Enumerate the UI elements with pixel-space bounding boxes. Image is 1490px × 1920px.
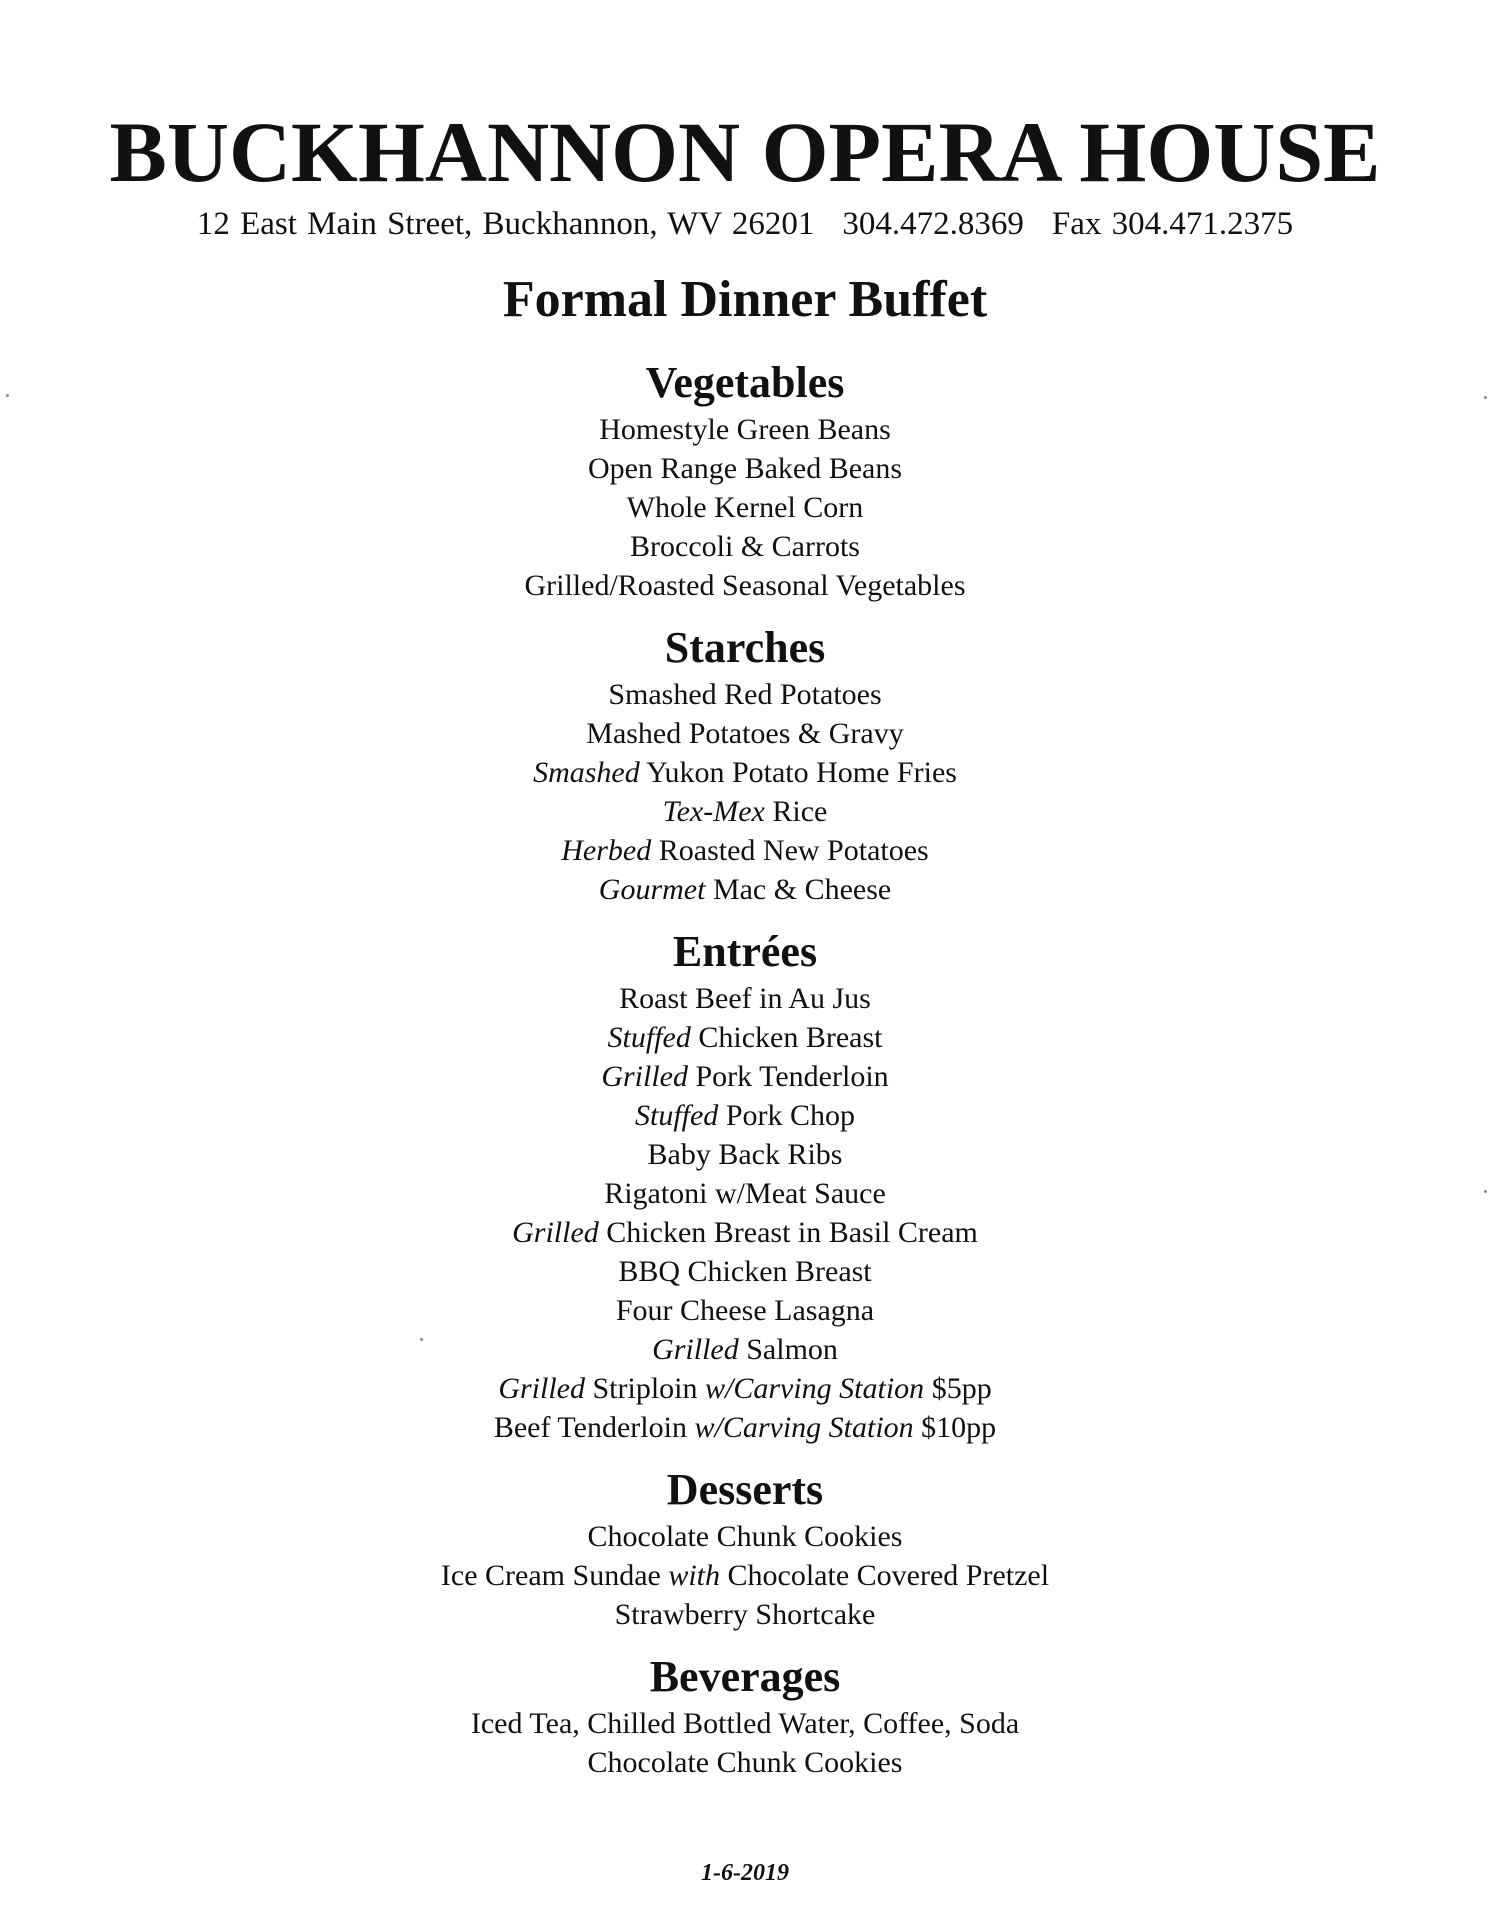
section-heading: Desserts: [666, 1465, 824, 1514]
item-style-word: Tex-Mex: [662, 795, 765, 828]
item-price: Chocolate Covered Pretzel: [720, 1559, 1050, 1592]
item-note: w/Carving Station: [694, 1411, 914, 1444]
scan-speck: [6, 394, 9, 397]
menu-item: [0, 1018, 1490, 1057]
organization-name: BUCKHANNON OPERA HOUSE: [109, 104, 1381, 200]
letterhead: [0, 102, 1490, 246]
item-text: Broccoli & Carrots: [630, 530, 860, 563]
menu-item: [0, 753, 1490, 792]
item-text: Open Range Baked Beans: [587, 452, 903, 485]
item-style-word: Stuffed: [634, 1099, 719, 1132]
menu-item: [0, 1556, 1490, 1595]
item-text: Beef Tenderloin: [493, 1411, 695, 1444]
item-style-word: Grilled: [512, 1216, 599, 1249]
menu-item: [0, 831, 1490, 870]
menu-item: [0, 449, 1490, 488]
item-text: Whole Kernel Corn: [626, 491, 864, 524]
item-text: Grilled/Roasted Seasonal Vegetables: [524, 569, 966, 602]
menu-item: [0, 1595, 1490, 1634]
menu-item: [0, 527, 1490, 566]
item-text: Smashed Red Potatoes: [608, 678, 882, 711]
street-address: 12 East Main Street, Buckhannon, WV 26201: [196, 206, 815, 242]
menu-item: [0, 1096, 1490, 1135]
item-style-word: Herbed: [561, 834, 652, 867]
item-note: w/Carving Station: [705, 1372, 925, 1405]
scan-speck: [420, 1338, 423, 1341]
section-heading: Entrées: [672, 927, 818, 976]
menu-item: [0, 792, 1490, 831]
menu-sections: [0, 356, 1490, 1798]
item-text: Pork Chop: [718, 1099, 855, 1132]
contact-line: [0, 202, 1490, 246]
menu-item: [0, 1252, 1490, 1291]
item-text: Chicken Breast: [690, 1021, 883, 1054]
menu-section: [0, 356, 1490, 605]
section-heading: Starches: [664, 623, 826, 672]
phone-number: 304.472.8369: [842, 206, 1024, 242]
item-style-word: Gourmet: [598, 873, 706, 906]
scan-speck: [1484, 1190, 1487, 1193]
item-text: Mac & Cheese: [705, 873, 892, 906]
item-price: $5pp: [924, 1372, 992, 1405]
item-text: Mashed Potatoes & Gravy: [586, 717, 904, 750]
item-text: Pork Tenderloin: [688, 1060, 889, 1093]
revision-date: 1-6-2019: [701, 1860, 789, 1886]
menu-item: [0, 1369, 1490, 1408]
item-style-word: Grilled: [652, 1333, 739, 1366]
menu-item: [0, 1743, 1490, 1782]
item-text: Roast Beef in Au Jus: [619, 982, 871, 1015]
menu-item: [0, 870, 1490, 909]
menu-title: Formal Dinner Buffet: [502, 271, 988, 328]
item-text: Salmon: [738, 1333, 838, 1366]
item-text: Homestyle Green Beans: [599, 413, 891, 446]
menu-item: [0, 1704, 1490, 1743]
scan-speck: [1484, 396, 1487, 399]
menu-item: [0, 566, 1490, 605]
menu-item: [0, 979, 1490, 1018]
item-text: Baby Back Ribs: [647, 1138, 843, 1171]
item-style-word: Grilled: [601, 1060, 688, 1093]
menu-item: [0, 1517, 1490, 1556]
menu-item: [0, 1174, 1490, 1213]
menu-item: [0, 1408, 1490, 1447]
section-heading: Beverages: [649, 1652, 841, 1701]
menu-section: [0, 1463, 1490, 1634]
menu-section: [0, 621, 1490, 909]
menu-section: [0, 925, 1490, 1447]
menu-item: [0, 488, 1490, 527]
section-heading: Vegetables: [645, 358, 845, 407]
item-style-word: Stuffed: [607, 1021, 691, 1054]
item-text: Chocolate Chunk Cookies: [587, 1746, 903, 1779]
menu-item: [0, 675, 1490, 714]
item-style-word: Smashed: [533, 756, 640, 789]
item-text: BBQ Chicken Breast: [618, 1255, 872, 1288]
menu-item: [0, 410, 1490, 449]
menu-item: [0, 1135, 1490, 1174]
fax-number: Fax 304.471.2375: [1051, 206, 1294, 242]
item-text: Yukon Potato Home Fries: [639, 756, 957, 789]
item-note: with: [668, 1559, 721, 1592]
item-text: Striploin: [584, 1372, 705, 1405]
item-text: Rice: [764, 795, 828, 828]
item-text: Iced Tea, Chilled Bottled Water, Coffee, Soda: [470, 1707, 1020, 1740]
menu-item: [0, 1291, 1490, 1330]
menu-item: [0, 1213, 1490, 1252]
item-text: Chocolate Chunk Cookies: [587, 1520, 903, 1553]
item-style-word: Grilled: [498, 1372, 585, 1405]
item-text: Rigatoni w/Meat Sauce: [604, 1177, 886, 1210]
menu-section: [0, 1650, 1490, 1782]
menu-item: [0, 1057, 1490, 1096]
item-text: Four Cheese Lasagna: [615, 1294, 875, 1327]
menu-item: [0, 1330, 1490, 1369]
item-text: Chicken Breast in Basil Cream: [598, 1216, 978, 1249]
item-text: Strawberry Shortcake: [614, 1598, 876, 1631]
menu-item: [0, 714, 1490, 753]
item-text: Ice Cream Sundae: [440, 1559, 669, 1592]
item-price: $10pp: [913, 1411, 997, 1444]
item-text: Roasted New Potatoes: [651, 834, 929, 867]
